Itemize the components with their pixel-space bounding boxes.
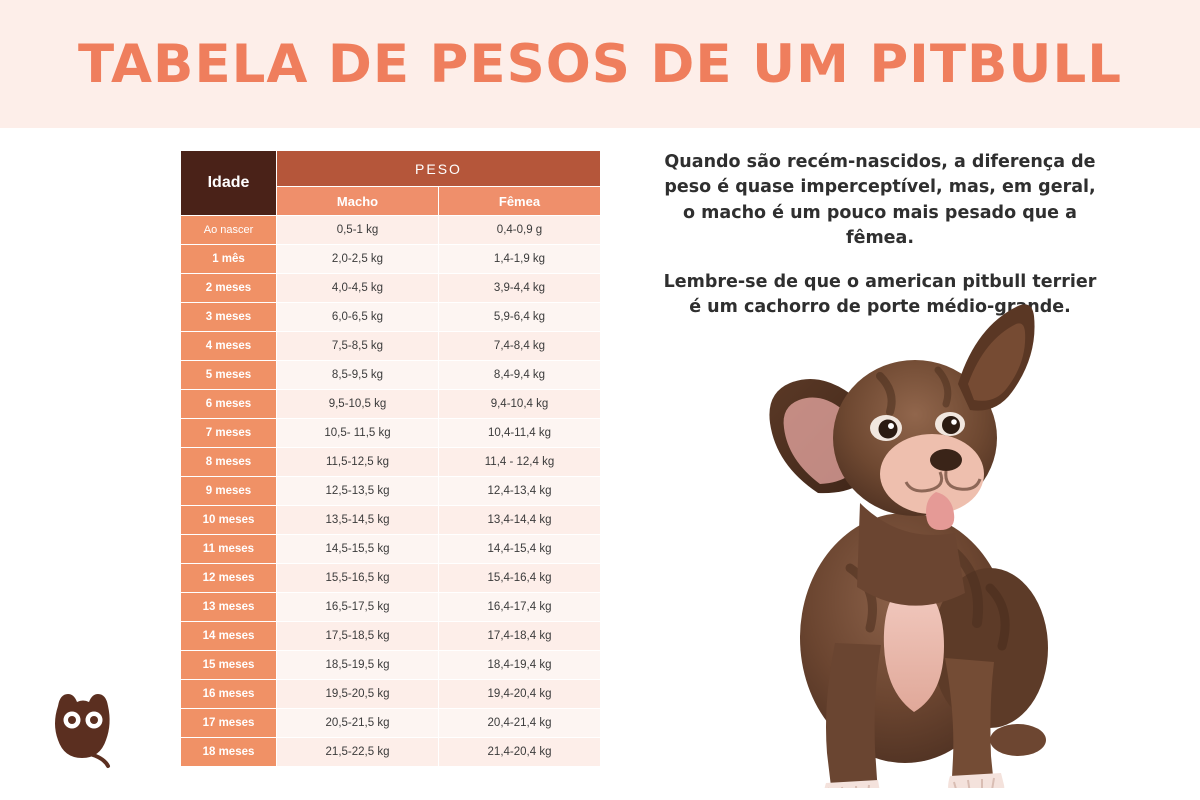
cell-age: 12 meses (181, 564, 277, 593)
cell-age: 15 meses (181, 651, 277, 680)
table-row (181, 361, 601, 390)
page-title: TABELA DE PESOS DE UM PITBULL (77, 33, 1123, 95)
cell-age: 2 meses (181, 274, 277, 303)
cell-female-weight: 13,4-14,4 kg (439, 506, 601, 535)
cell-age: 9 meses (181, 477, 277, 506)
cell-female-weight: 0,4-0,9 g (439, 216, 601, 245)
cell-female-weight: 18,4-19,4 kg (439, 651, 601, 680)
cell-female-weight: 15,4-16,4 kg (439, 564, 601, 593)
cell-male-weight: 20,5-21,5 kg (277, 709, 439, 738)
note-paragraph-2: Lembre-se de que o american pitbull terrier é um cachorro de porte médio-grande. (663, 271, 1097, 317)
cell-male-weight: 8,5-9,5 kg (277, 361, 439, 390)
table-row (181, 709, 601, 738)
cell-age: 6 meses (181, 390, 277, 419)
cell-age: 7 meses (181, 419, 277, 448)
weight-table-container (180, 150, 600, 767)
cell-female-weight: 7,4-8,4 kg (439, 332, 601, 361)
table-row (181, 680, 601, 709)
table-row (181, 448, 601, 477)
cell-age: 14 meses (181, 622, 277, 651)
cell-male-weight: 17,5-18,5 kg (277, 622, 439, 651)
table-row (181, 419, 601, 448)
table-row (181, 506, 601, 535)
cell-female-weight: 21,4-20,4 kg (439, 738, 601, 767)
cell-male-weight: 10,5- 11,5 kg (277, 419, 439, 448)
header-age: Idade (181, 151, 277, 216)
cell-male-weight: 2,0-2,5 kg (277, 245, 439, 274)
cell-age: 11 meses (181, 535, 277, 564)
table-row (181, 274, 601, 303)
table-body (181, 216, 601, 767)
table-row (181, 622, 601, 651)
cell-age: 8 meses (181, 448, 277, 477)
cell-male-weight: 16,5-17,5 kg (277, 593, 439, 622)
cell-male-weight: 0,5-1 kg (277, 216, 439, 245)
cell-female-weight: 16,4-17,4 kg (439, 593, 601, 622)
cell-male-weight: 19,5-20,5 kg (277, 680, 439, 709)
cell-age: Ao nascer (181, 216, 277, 245)
cell-female-weight: 12,4-13,4 kg (439, 477, 601, 506)
cell-female-weight: 14,4-15,4 kg (439, 535, 601, 564)
table-row (181, 651, 601, 680)
cell-female-weight: 3,9-4,4 kg (439, 274, 601, 303)
table-row (181, 477, 601, 506)
cell-male-weight: 21,5-22,5 kg (277, 738, 439, 767)
page-header (0, 0, 1200, 128)
cell-age: 4 meses (181, 332, 277, 361)
cell-female-weight: 17,4-18,4 kg (439, 622, 601, 651)
cell-age: 17 meses (181, 709, 277, 738)
cell-male-weight: 15,5-16,5 kg (277, 564, 439, 593)
header-male: Macho (277, 187, 439, 216)
cell-female-weight: 19,4-20,4 kg (439, 680, 601, 709)
cell-age: 5 meses (181, 361, 277, 390)
cell-female-weight: 20,4-21,4 kg (439, 709, 601, 738)
cell-male-weight: 6,0-6,5 kg (277, 303, 439, 332)
owl-logo (48, 692, 118, 772)
cell-male-weight: 9,5-10,5 kg (277, 390, 439, 419)
table-row (181, 216, 601, 245)
table-row (181, 738, 601, 767)
cell-age: 3 meses (181, 303, 277, 332)
cell-age: 16 meses (181, 680, 277, 709)
table-row (181, 332, 601, 361)
cell-male-weight: 11,5-12,5 kg (277, 448, 439, 477)
cell-female-weight: 11,4 - 12,4 kg (439, 448, 601, 477)
cell-age: 18 meses (181, 738, 277, 767)
cell-female-weight: 8,4-9,4 kg (439, 361, 601, 390)
pitbull-puppy-illustration (700, 288, 1100, 788)
content-area (0, 128, 1200, 800)
table-row (181, 535, 601, 564)
header-weight: PESO (277, 151, 601, 187)
weight-table (180, 150, 601, 767)
cell-female-weight: 5,9-6,4 kg (439, 303, 601, 332)
cell-male-weight: 13,5-14,5 kg (277, 506, 439, 535)
table-row (181, 593, 601, 622)
table-row (181, 245, 601, 274)
cell-age: 1 mês (181, 245, 277, 274)
table-row (181, 303, 601, 332)
cell-male-weight: 4,0-4,5 kg (277, 274, 439, 303)
cell-female-weight: 10,4-11,4 kg (439, 419, 601, 448)
cell-age: 13 meses (181, 593, 277, 622)
cell-age: 10 meses (181, 506, 277, 535)
table-row (181, 564, 601, 593)
header-female: Fêmea (439, 187, 601, 216)
table-header-row-1 (181, 151, 601, 187)
cell-female-weight: 9,4-10,4 kg (439, 390, 601, 419)
cell-female-weight: 1,4-1,9 kg (439, 245, 601, 274)
cell-male-weight: 12,5-13,5 kg (277, 477, 439, 506)
table-head (181, 151, 601, 216)
cell-male-weight: 7,5-8,5 kg (277, 332, 439, 361)
cell-male-weight: 14,5-15,5 kg (277, 535, 439, 564)
note-paragraph-1: Quando são recém-nascidos, a diferença de peso é quase imperceptível, mas, em geral, o macho é um pouco mais pesado que a fêmea. (664, 152, 1096, 249)
cell-male-weight: 18,5-19,5 kg (277, 651, 439, 680)
table-row (181, 390, 601, 419)
